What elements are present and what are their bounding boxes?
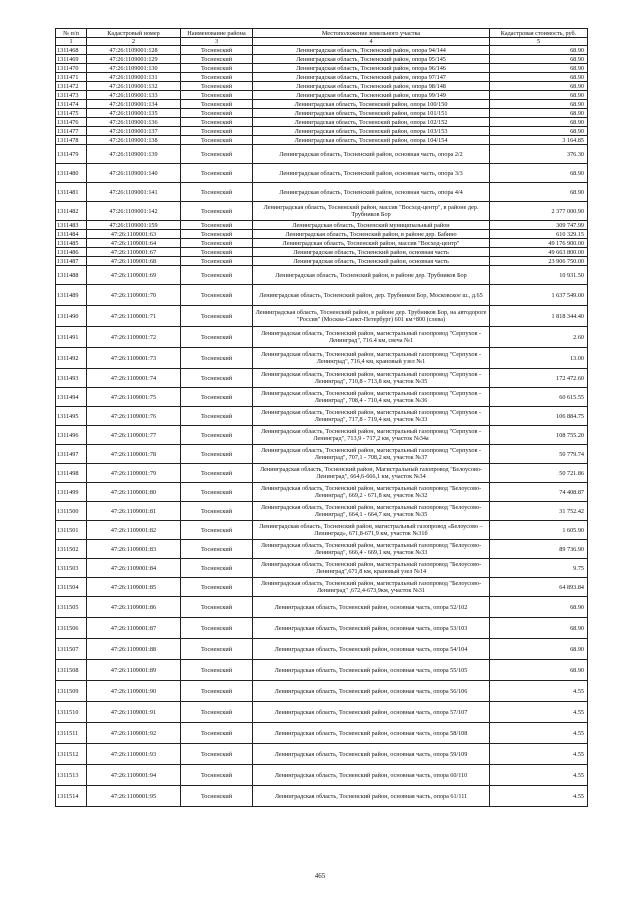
table-row [56, 464, 588, 483]
cadastral-number: 47:26:1109001:81 [87, 502, 181, 521]
cadastral-value: 68.90 [490, 73, 588, 82]
cadastral-value: 68.90 [490, 660, 588, 681]
table-row [56, 559, 588, 578]
location: Ленинградская область, Тосненский район, основная часть, опора 56/106 [253, 681, 490, 702]
row-number: 1311504 [56, 578, 87, 597]
cadastral-value: 106 884.75 [490, 407, 588, 426]
district-name: Тосненский [181, 348, 253, 369]
district-name: Тосненский [181, 127, 253, 136]
district-name: Тосненский [181, 388, 253, 407]
district-name: Тосненский [181, 55, 253, 64]
row-number: 1311508 [56, 660, 87, 681]
cadastral-number: 47:26:1109001:75 [87, 388, 181, 407]
row-number: 1311487 [56, 257, 87, 266]
header-district: Наименование района [181, 29, 253, 38]
cadastral-value: 68.90 [490, 100, 588, 109]
row-number: 1311472 [56, 82, 87, 91]
district-name: Тосненский [181, 540, 253, 559]
location: Ленинградская область, Тосненский район, опора 95/145 [253, 55, 490, 64]
table-row [56, 786, 588, 807]
cadastral-value: 89 736.90 [490, 540, 588, 559]
cadastral-number: 47:26:1109001:142 [87, 202, 181, 221]
location: Ленинградская область, Тосненский район, в районе дер. Трубников Бор [253, 266, 490, 285]
row-number: 1311474 [56, 100, 87, 109]
district-name: Тосненский [181, 765, 253, 786]
row-number: 1311480 [56, 164, 87, 183]
table-row [56, 248, 588, 257]
row-number: 1311493 [56, 369, 87, 388]
district-name: Тосненский [181, 407, 253, 426]
district-name: Тосненский [181, 202, 253, 221]
location: Ленинградская область, Тосненский район, основная часть, опора 3/3 [253, 164, 490, 183]
table-header-row [56, 29, 588, 38]
row-number: 1311478 [56, 136, 87, 145]
cadastral-number: 47:26:1109001:70 [87, 285, 181, 306]
table-row [56, 702, 588, 723]
location: Ленинградская область, Тосненский район, опора 94/144 [253, 46, 490, 55]
row-number: 1311513 [56, 765, 87, 786]
cadastral-value: 610 329.15 [490, 230, 588, 239]
table-row [56, 660, 588, 681]
district-name: Тосненский [181, 464, 253, 483]
location: Ленинградская область, Тосненский район, опора 101/151 [253, 109, 490, 118]
table-row [56, 369, 588, 388]
column-index: 2 [87, 38, 181, 46]
cadastral-number: 47:26:1109001:73 [87, 348, 181, 369]
district-name: Тосненский [181, 369, 253, 388]
location: Ленинградская область, Тосненский район, основная часть, опора 59/109 [253, 744, 490, 765]
row-number: 1311496 [56, 426, 87, 445]
row-number: 1311506 [56, 618, 87, 639]
cadastral-value: 376.30 [490, 145, 588, 164]
cadastral-value-table [55, 28, 588, 807]
cadastral-value: 68.90 [490, 91, 588, 100]
location: Ленинградская область, Тосненский район, дер. Трубников Бор, Московское ш., д.65 [253, 285, 490, 306]
location: Ленинградская область, Тосненский район, магистральный газопровод "Серпухов - Ленинград", 713,9 - 717,2 км, участок №34а [253, 426, 490, 445]
district-name: Тосненский [181, 136, 253, 145]
cadastral-number: 47:26:1109001:95 [87, 786, 181, 807]
district-name: Тосненский [181, 82, 253, 91]
district-name: Тосненский [181, 660, 253, 681]
cadastral-number: 47:26:1109001:138 [87, 136, 181, 145]
cadastral-number: 47:26:1109001:68 [87, 257, 181, 266]
location: Ленинградская область, Тосненский район, основная часть [253, 248, 490, 257]
column-index-row [56, 38, 588, 46]
cadastral-value: 2.60 [490, 327, 588, 348]
cadastral-value: 68.90 [490, 118, 588, 127]
district-name: Тосненский [181, 285, 253, 306]
table-row [56, 82, 588, 91]
location: Ленинградская область, Тосненский район, магистральный газопровод "Белоусово-Ленинград", 669,2 - 671,8 км, участок №32 [253, 483, 490, 502]
table-row [56, 348, 588, 369]
cadastral-value: 13.00 [490, 348, 588, 369]
cadastral-value: 4.55 [490, 723, 588, 744]
column-index: 5 [490, 38, 588, 46]
cadastral-value: 172 472.60 [490, 369, 588, 388]
table-row [56, 64, 588, 73]
district-name: Тосненский [181, 483, 253, 502]
district-name: Тосненский [181, 521, 253, 540]
location: Ленинградская область, Тосненский район, основная часть, опора 54/104 [253, 639, 490, 660]
cadastral-value: 68.90 [490, 639, 588, 660]
location: Ленинградская область, Тосненский район, в районе дер. Бабино [253, 230, 490, 239]
cadastral-value: 50 779.74 [490, 445, 588, 464]
district-name: Тосненский [181, 681, 253, 702]
row-number: 1311494 [56, 388, 87, 407]
table-row [56, 327, 588, 348]
row-number: 1311470 [56, 64, 87, 73]
row-number: 1311471 [56, 73, 87, 82]
row-number: 1311475 [56, 109, 87, 118]
row-number: 1311486 [56, 248, 87, 257]
district-name: Тосненский [181, 64, 253, 73]
district-name: Тосненский [181, 221, 253, 230]
location: Ленинградская область, Тосненский район, опора 102/152 [253, 118, 490, 127]
row-number: 1311500 [56, 502, 87, 521]
location: Ленинградская область, Тосненский район, магистральный газопровод "Серпухов - Ленинград", 708,4 - 710,4 км, участок №36 [253, 388, 490, 407]
cadastral-value: 68.90 [490, 618, 588, 639]
cadastral-value: 108 755.20 [490, 426, 588, 445]
cadastral-number: 47:26:1109001:71 [87, 306, 181, 327]
table-row [56, 145, 588, 164]
table-row [56, 483, 588, 502]
cadastral-number: 47:26:1109001:128 [87, 46, 181, 55]
location: Ленинградская область, Тосненский район, основная часть [253, 257, 490, 266]
location: Ленинградская область, Тосненский район, основная часть, опора 60/110 [253, 765, 490, 786]
cadastral-value: 68.90 [490, 46, 588, 55]
district-name: Тосненский [181, 239, 253, 248]
row-number: 1311469 [56, 55, 87, 64]
cadastral-value: 49 663 800.00 [490, 248, 588, 257]
table-row [56, 46, 588, 55]
cadastral-value: 309 747.99 [490, 221, 588, 230]
row-number: 1311468 [56, 46, 87, 55]
table-row [56, 100, 588, 109]
cadastral-number: 47:26:1109001:136 [87, 118, 181, 127]
cadastral-value: 4.55 [490, 702, 588, 723]
table-row [56, 257, 588, 266]
district-name: Тосненский [181, 639, 253, 660]
table-row [56, 388, 588, 407]
district-name: Тосненский [181, 164, 253, 183]
district-name: Тосненский [181, 100, 253, 109]
district-name: Тосненский [181, 597, 253, 618]
cadastral-number: 47:26:1109001:85 [87, 578, 181, 597]
location: Ленинградская область, Тосненский район, опора 97/147 [253, 73, 490, 82]
row-number: 1311514 [56, 786, 87, 807]
row-number: 1311501 [56, 521, 87, 540]
location: Ленинградская область, Тосненский район, основная часть, опора 61/111 [253, 786, 490, 807]
table-row [56, 136, 588, 145]
cadastral-number: 47:26:1109001:159 [87, 221, 181, 230]
table-row [56, 118, 588, 127]
location: Ленинградская область, Тосненский район, основная часть, опора 55/105 [253, 660, 490, 681]
table-row [56, 540, 588, 559]
table-row [56, 597, 588, 618]
district-name: Тосненский [181, 578, 253, 597]
cadastral-value: 9.75 [490, 559, 588, 578]
cadastral-number: 47:26:1109001:133 [87, 91, 181, 100]
row-number: 1311498 [56, 464, 87, 483]
column-index: 4 [253, 38, 490, 46]
cadastral-value: 68.90 [490, 55, 588, 64]
location: Ленинградская область, Тосненский район, магистральный газопровод "Белоусово-Ленинград" ,672,4-673,9км, участок №31 [253, 578, 490, 597]
row-number: 1311490 [56, 306, 87, 327]
district-name: Тосненский [181, 744, 253, 765]
cadastral-number: 47:26:1109001:92 [87, 723, 181, 744]
table-row [56, 266, 588, 285]
location: Ленинградская область, Тосненский район, Магистральный газопровод "Белоусово-Ленинград", 664,6-666,1 км, участок №34 [253, 464, 490, 483]
cadastral-number: 47:26:1109001:91 [87, 702, 181, 723]
district-name: Тосненский [181, 183, 253, 202]
table-row [56, 73, 588, 82]
cadastral-number: 47:26:1109001:80 [87, 483, 181, 502]
cadastral-number: 47:26:1109001:139 [87, 145, 181, 164]
cadastral-value: 23 906 750.00 [490, 257, 588, 266]
district-name: Тосненский [181, 46, 253, 55]
cadastral-value: 4.55 [490, 681, 588, 702]
cadastral-number: 47:26:1109001:76 [87, 407, 181, 426]
location: Ленинградская область, Тосненский район, магистральный газопровод «Белоусово – Ленинград», 671,8-671,9 км, участок №31б [253, 521, 490, 540]
cadastral-value: 68.90 [490, 597, 588, 618]
district-name: Тосненский [181, 426, 253, 445]
row-number: 1311491 [56, 327, 87, 348]
location: Ленинградская область, Тосненский район, магистральный газопровод "Серпухов - Ленинград", 717,8 - 719,4 км, участок №33 [253, 407, 490, 426]
location: Ленинградская область, Тосненский район, основная часть, опора 2/2 [253, 145, 490, 164]
cadastral-value: 49 176 900.00 [490, 239, 588, 248]
header-number: № п/п [56, 29, 87, 38]
row-number: 1311502 [56, 540, 87, 559]
row-number: 1311485 [56, 239, 87, 248]
location: Ленинградская область, Тосненский муниципальный район [253, 221, 490, 230]
table-row [56, 744, 588, 765]
table-row [56, 91, 588, 100]
location: Ленинградская область, Тосненский район, опора 98/148 [253, 82, 490, 91]
location: Ленинградская область, Тосненский район, в районе дер. Трубников Бор, на автодороге "Россия" (Москва-Санкт-Петербург) 601 км+800 (слева) [253, 306, 490, 327]
table-row [56, 426, 588, 445]
row-number: 1311482 [56, 202, 87, 221]
cadastral-number: 47:26:1109001:64 [87, 239, 181, 248]
table-row [56, 578, 588, 597]
location: Ленинградская область, Тосненский район, основная часть, опора 53/103 [253, 618, 490, 639]
row-number: 1311507 [56, 639, 87, 660]
location: Ленинградская область, Тосненский район, массив "Восход-центр" [253, 239, 490, 248]
table-row [56, 55, 588, 64]
cadastral-number: 47:26:1109001:72 [87, 327, 181, 348]
district-name: Тосненский [181, 266, 253, 285]
cadastral-number: 47:26:1109001:63 [87, 230, 181, 239]
location: Ленинградская область, Тосненский район, опора 103/153 [253, 127, 490, 136]
cadastral-number: 47:26:1109001:141 [87, 183, 181, 202]
cadastral-value: 31 752.42 [490, 502, 588, 521]
cadastral-value: 2 377 000.90 [490, 202, 588, 221]
row-number: 1311476 [56, 118, 87, 127]
cadastral-number: 47:26:1109001:94 [87, 765, 181, 786]
location: Ленинградская область, Тосненский район, опора 99/149 [253, 91, 490, 100]
cadastral-value: 68.90 [490, 109, 588, 118]
header-cadastral-value: Кадастровая стоимость, руб. [490, 29, 588, 38]
cadastral-number: 47:26:1109001:129 [87, 55, 181, 64]
cadastral-number: 47:26:1109001:82 [87, 521, 181, 540]
cadastral-number: 47:26:1109001:89 [87, 660, 181, 681]
cadastral-number: 47:26:1109001:87 [87, 618, 181, 639]
district-name: Тосненский [181, 230, 253, 239]
district-name: Тосненский [181, 445, 253, 464]
location: Ленинградская область, Тосненский район, опора 104/154 [253, 136, 490, 145]
cadastral-value: 68.90 [490, 82, 588, 91]
table-row [56, 639, 588, 660]
row-number: 1311512 [56, 744, 87, 765]
location: Ленинградская область, Тосненский район, магистральный газопровод "Белоусово-Ленинград",671,8 км, крановый узел №14 [253, 559, 490, 578]
table-row [56, 239, 588, 248]
cadastral-value: 3 164.85 [490, 136, 588, 145]
district-name: Тосненский [181, 73, 253, 82]
cadastral-number: 47:26:1109001:78 [87, 445, 181, 464]
table-row [56, 723, 588, 744]
cadastral-value: 68.90 [490, 127, 588, 136]
cadastral-number: 47:26:1109001:69 [87, 266, 181, 285]
table-row [56, 502, 588, 521]
row-number: 1311479 [56, 145, 87, 164]
row-number: 1311503 [56, 559, 87, 578]
row-number: 1311481 [56, 183, 87, 202]
document-sheet [55, 28, 587, 807]
row-number: 1311497 [56, 445, 87, 464]
location: Ленинградская область, Тосненский район, опора 96/146 [253, 64, 490, 73]
cadastral-number: 47:26:1109001:140 [87, 164, 181, 183]
table-row [56, 221, 588, 230]
table-row [56, 285, 588, 306]
table-row [56, 183, 588, 202]
cadastral-number: 47:26:1109001:132 [87, 82, 181, 91]
cadastral-value: 10 931.50 [490, 266, 588, 285]
location: Ленинградская область, Тосненский район, опора 100/150 [253, 100, 490, 109]
location: Ленинградская область, Тосненский район, магистральный газопровод "Серпухов - Ленинград", 716.4 км, свеча №1 [253, 327, 490, 348]
cadastral-number: 47:26:1109001:93 [87, 744, 181, 765]
row-number: 1311495 [56, 407, 87, 426]
cadastral-value: 4.55 [490, 744, 588, 765]
row-number: 1311483 [56, 221, 87, 230]
table-row [56, 109, 588, 118]
location: Ленинградская область, Тосненский район, магистральный газопровод "Серпухов - Ленинград", 707,1 - 708,2 км, участок №37 [253, 445, 490, 464]
district-name: Тосненский [181, 91, 253, 100]
header-location: Местоположение земельного участка [253, 29, 490, 38]
district-name: Тосненский [181, 618, 253, 639]
cadastral-value: 1 605.90 [490, 521, 588, 540]
cadastral-value: 68.90 [490, 64, 588, 73]
cadastral-number: 47:26:1109001:79 [87, 464, 181, 483]
district-name: Тосненский [181, 145, 253, 164]
column-index: 1 [56, 38, 87, 46]
cadastral-number: 47:26:1109001:90 [87, 681, 181, 702]
location: Ленинградская область, Тосненский район, магистральный газопровод "Белоусово-Ленинград", 664,1 - 664,7 км, участок №35 [253, 502, 490, 521]
cadastral-value: 74 408.87 [490, 483, 588, 502]
cadastral-value: 68.90 [490, 164, 588, 183]
district-name: Тосненский [181, 559, 253, 578]
location: Ленинградская область, Тосненский район, магистральный газопровод "Серпухов - Ленинград", 716,4 км, крановый узел №1 [253, 348, 490, 369]
location: Ленинградская область, Тосненский район, основная часть, опора 4/4 [253, 183, 490, 202]
row-number: 1311484 [56, 230, 87, 239]
cadastral-number: 47:26:1109001:88 [87, 639, 181, 660]
district-name: Тосненский [181, 257, 253, 266]
district-name: Тосненский [181, 118, 253, 127]
cadastral-number: 47:26:1109001:83 [87, 540, 181, 559]
table-row [56, 618, 588, 639]
table-row [56, 230, 588, 239]
location: Ленинградская область, Тосненский район, основная часть, опора 58/108 [253, 723, 490, 744]
row-number: 1311509 [56, 681, 87, 702]
cadastral-value: 4.55 [490, 786, 588, 807]
row-number: 1311510 [56, 702, 87, 723]
table-row [56, 521, 588, 540]
table-row [56, 202, 588, 221]
cadastral-number: 47:26:1109001:135 [87, 109, 181, 118]
cadastral-value: 68.90 [490, 183, 588, 202]
location: Ленинградская область, Тосненский район, магистральный газопровод "Белоусово-Ленинград", 666,4 - 669,1 км, участок №33 [253, 540, 490, 559]
cadastral-value: 4.55 [490, 765, 588, 786]
row-number: 1311473 [56, 91, 87, 100]
location: Ленинградская область, Тосненский район, магистральный газопровод "Серпухов - Ленинград", 710,8 - 713,8 км, участок №35 [253, 369, 490, 388]
table-row [56, 127, 588, 136]
cadastral-number: 47:26:1109001:77 [87, 426, 181, 445]
cadastral-number: 47:26:1109001:131 [87, 73, 181, 82]
cadastral-value: 1 818 344.40 [490, 306, 588, 327]
table-row [56, 445, 588, 464]
district-name: Тосненский [181, 109, 253, 118]
row-number: 1311489 [56, 285, 87, 306]
page-number: 465 [314, 872, 326, 880]
table-row [56, 164, 588, 183]
row-number: 1311499 [56, 483, 87, 502]
cadastral-number: 47:26:1109001:84 [87, 559, 181, 578]
cadastral-value: 1 637 549.00 [490, 285, 588, 306]
district-name: Тосненский [181, 306, 253, 327]
location: Ленинградская область, Тосненский район, основная часть, опора 52/102 [253, 597, 490, 618]
cadastral-number: 47:26:1109001:67 [87, 248, 181, 257]
cadastral-number: 47:26:1109001:134 [87, 100, 181, 109]
table-row [56, 407, 588, 426]
cadastral-number: 47:26:1109001:137 [87, 127, 181, 136]
cadastral-number: 47:26:1109001:74 [87, 369, 181, 388]
table-row [56, 681, 588, 702]
table-row [56, 765, 588, 786]
cadastral-value: 50 721.86 [490, 464, 588, 483]
row-number: 1311511 [56, 723, 87, 744]
district-name: Тосненский [181, 502, 253, 521]
column-index: 3 [181, 38, 253, 46]
district-name: Тосненский [181, 723, 253, 744]
district-name: Тосненский [181, 702, 253, 723]
cadastral-value: 60 615.55 [490, 388, 588, 407]
location: Ленинградская область, Тосненский район, основная часть, опора 57/107 [253, 702, 490, 723]
row-number: 1311505 [56, 597, 87, 618]
district-name: Тосненский [181, 248, 253, 257]
table-row [56, 306, 588, 327]
row-number: 1311492 [56, 348, 87, 369]
row-number: 1311488 [56, 266, 87, 285]
cadastral-number: 47:26:1109001:130 [87, 64, 181, 73]
location: Ленинградская область, Тосненский район, массив "Восход-центр", в районе дер. Трубников Бор [253, 202, 490, 221]
header-cadastral-number: Кадастровый номер [87, 29, 181, 38]
district-name: Тосненский [181, 786, 253, 807]
cadastral-value: 64 893.84 [490, 578, 588, 597]
district-name: Тосненский [181, 327, 253, 348]
row-number: 1311477 [56, 127, 87, 136]
cadastral-number: 47:26:1109001:86 [87, 597, 181, 618]
